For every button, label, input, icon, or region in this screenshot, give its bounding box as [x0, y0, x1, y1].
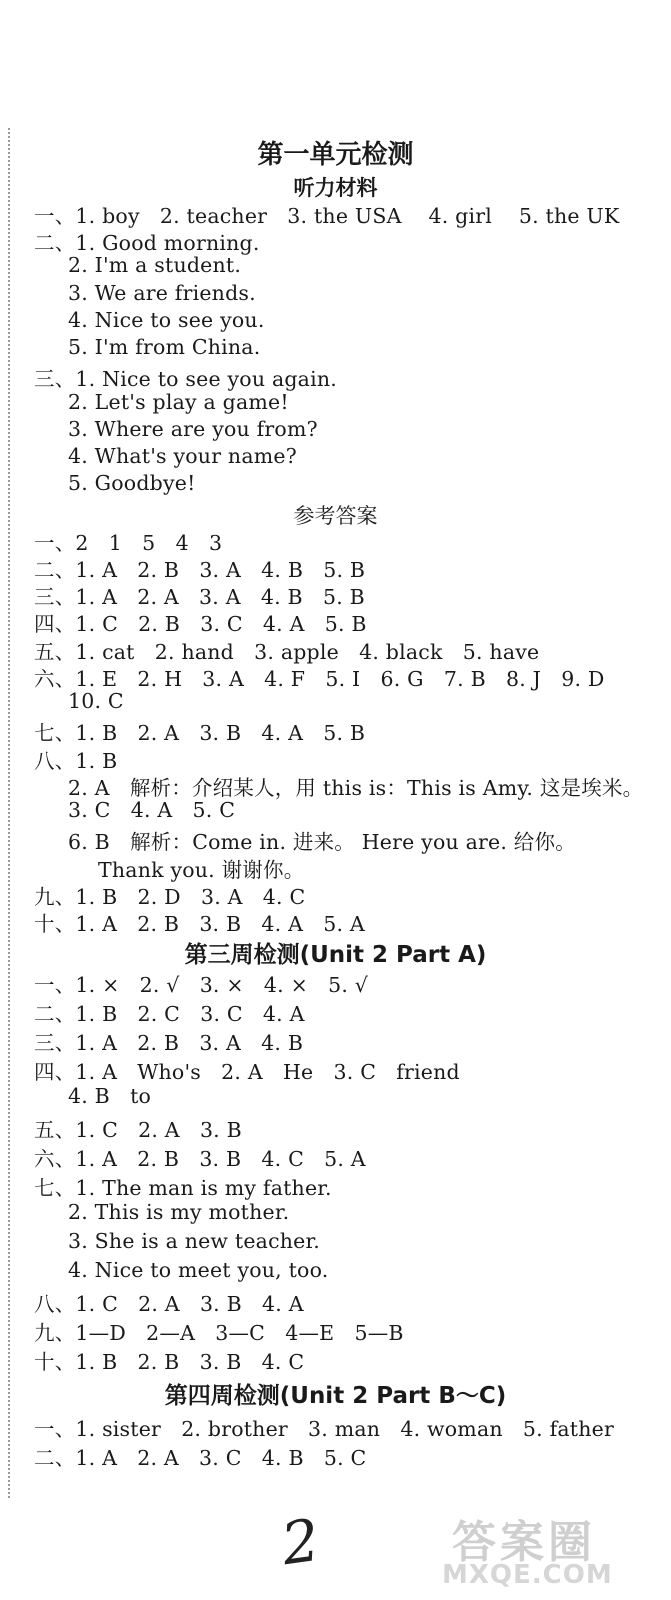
- binding-margin-line: [8, 128, 10, 1498]
- week3-line: 一、1. × 2. √ 3. × 4. × 5. √: [34, 973, 369, 997]
- week3-line: 3. She is a new teacher.: [68, 1229, 320, 1253]
- week3-line: 2. This is my mother.: [68, 1200, 290, 1224]
- answer-line: 一、2 1 5 4 3: [34, 531, 223, 555]
- answer-line: 五、1. cat 2. hand 3. apple 4. black 5. have: [34, 640, 540, 664]
- week3-line: 九、1—D 2—A 3—C 4—E 5—B: [34, 1321, 404, 1345]
- listening-line: 3. We are friends.: [68, 281, 256, 305]
- page-number: 2: [277, 1505, 324, 1579]
- answer-line: 十、1. A 2. B 3. B 4. A 5. A: [34, 912, 365, 936]
- answer-line: 10. C: [68, 689, 124, 713]
- listening-line: 二、1. Good morning.: [34, 231, 260, 255]
- listening-line: 2. I'm a student.: [68, 253, 242, 277]
- listening-line: 2. Let's play a game!: [68, 390, 289, 414]
- week3-line: 五、1. C 2. A 3. B: [34, 1118, 242, 1142]
- answer-line: 3. C 4. A 5. C: [68, 798, 236, 822]
- watermark-title: 答案圈: [452, 1517, 596, 1568]
- answer-line: 三、1. A 2. A 3. A 4. B 5. B: [34, 585, 365, 609]
- week3-line: 六、1. A 2. B 3. B 4. C 5. A: [34, 1147, 366, 1171]
- listening-line: 三、1. Nice to see you again.: [34, 367, 337, 391]
- answer-line: 九、1. B 2. D 3. A 4. C: [34, 885, 306, 909]
- listening-line: 4. What's your name?: [68, 444, 297, 468]
- answer-line: 二、1. A 2. B 3. A 4. B 5. B: [34, 558, 366, 582]
- answer-line: 七、1. B 2. A 3. B 4. A 5. B: [34, 721, 366, 745]
- listening-line: 5. Goodbye!: [68, 471, 196, 495]
- week3-line: 三、1. A 2. B 3. A 4. B: [34, 1031, 304, 1055]
- listening-line: 5. I'm from China.: [68, 335, 261, 359]
- week3-line: 七、1. The man is my father.: [34, 1176, 332, 1200]
- watermark-logo: [430, 1500, 666, 1596]
- answer-line: Thank you. 谢谢你。: [98, 858, 305, 882]
- listening-line: 4. Nice to see you.: [68, 308, 265, 332]
- week4-line: 一、1. sister 2. brother 3. man 4. woman 5. father: [34, 1417, 614, 1441]
- answer-line: 四、1. C 2. B 3. C 4. A 5. B: [34, 612, 367, 636]
- answer-line: 6. B 解析：Come in. 进来。 Here you are. 给你。: [68, 830, 576, 854]
- week3-line: 二、1. B 2. C 3. C 4. A: [34, 1002, 305, 1026]
- answers-title: 参考答案: [293, 504, 378, 528]
- week4-title: 第四周检测(Unit 2 Part B～C): [164, 1383, 507, 1409]
- week3-line: 四、1. A Who's 2. A He 3. C friend: [34, 1060, 460, 1084]
- answer-line: 八、1. B: [34, 749, 118, 773]
- listening-title: 听力材料: [293, 176, 378, 200]
- week3-line: 八、1. C 2. A 3. B 4. A: [34, 1292, 304, 1316]
- week3-line: 十、1. B 2. B 3. B 4. C: [34, 1350, 305, 1374]
- week4-line: 二、1. A 2. A 3. C 4. B 5. C: [34, 1446, 367, 1470]
- answer-line: 六、1. E 2. H 3. A 4. F 5. I 6. G 7. B 8. J 9. D: [34, 667, 605, 691]
- unit1-title: 第一单元检测: [257, 140, 414, 170]
- answer-line: 2. A 解析：介绍某人，用 this is：This is Amy. 这是埃米。: [68, 776, 644, 800]
- week3-line: 4. B to: [68, 1084, 152, 1108]
- week3-title: 第三周检测(Unit 2 Part A): [184, 942, 487, 968]
- week3-line: 4. Nice to meet you, too.: [68, 1258, 329, 1282]
- listening-line: 3. Where are you from?: [68, 417, 318, 441]
- listening-line: 一、1. boy 2. teacher 3. the USA 4. girl 5. the UK: [34, 204, 620, 228]
- watermark-url: MXQE.COM: [442, 1560, 613, 1590]
